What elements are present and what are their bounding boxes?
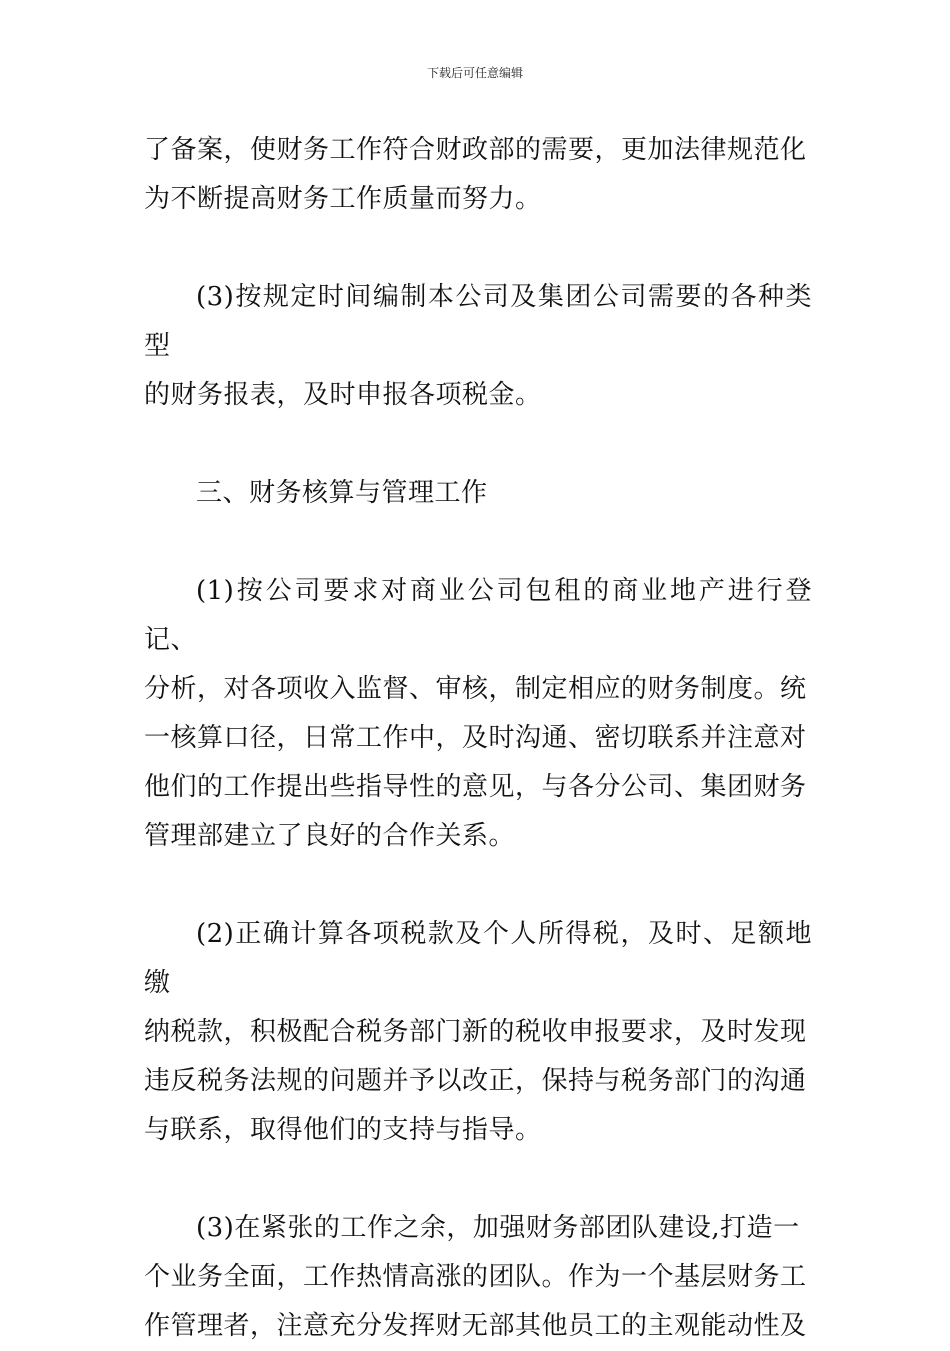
- paragraph-4-line-1: (2)正确计算各项税款及个人所得税，及时、足额地缴: [144, 919, 812, 998]
- paragraph-3-line-4: 他们的工作提出些指导性的意见，与各分公司、集团财务: [144, 772, 807, 802]
- document-body: [144, 126, 812, 1351]
- paragraph-5-line-3: 作管理者，注意充分发挥财无部其他员工的主观能动性及: [144, 1311, 807, 1341]
- section-heading: [144, 469, 812, 518]
- paragraph-3-line-2: 分析，对各项收入监督、审核，制定相应的财务制度。统: [144, 674, 807, 704]
- paragraph-3: [144, 567, 812, 861]
- paragraph-5: [144, 1204, 812, 1351]
- paragraph-5-line-2: 个业务全面，工作热情高涨的团队。作为一个基层财务工: [144, 1262, 807, 1292]
- paragraph-1: [144, 126, 812, 224]
- paragraph-3-line-3: 一核算口径，日常工作中，及时沟通、密切联系并注意对: [144, 723, 807, 753]
- paragraph-3-line-1: (1)按公司要求对商业公司包租的商业地产进行登记、: [144, 576, 812, 655]
- paragraph-1-line-1: 了备案，使财务工作符合财政部的需要，更加法律规范化: [144, 135, 807, 165]
- paragraph-5-line-1: (3)在紧张的工作之余，加强财务部团队建设,打造一: [196, 1213, 800, 1243]
- paragraph-2-line-1: (3)按规定时间编制本公司及集团公司需要的各种类型: [144, 282, 812, 361]
- section-heading-text: 三、财务核算与管理工作: [196, 478, 488, 508]
- paragraph-1-line-2: 为不断提高财务工作质量而努力。: [144, 184, 542, 214]
- paragraph-2-line-2: 的财务报表，及时申报各项税金。: [144, 380, 542, 410]
- paragraph-4-line-2: 纳税款，积极配合税务部门新的税收申报要求，及时发现: [144, 1017, 807, 1047]
- paragraph-4-line-4: 与联系，取得他们的支持与指导。: [144, 1115, 542, 1145]
- paragraph-4-line-3: 违反税务法规的问题并予以改正，保持与税务部门的沟通: [144, 1066, 807, 1096]
- page-header: 下载后可任意编辑: [426, 66, 523, 80]
- paragraph-4: [144, 910, 812, 1155]
- paragraph-3-line-5: 管理部建立了良好的合作关系。: [144, 821, 516, 851]
- paragraph-2: [144, 273, 812, 420]
